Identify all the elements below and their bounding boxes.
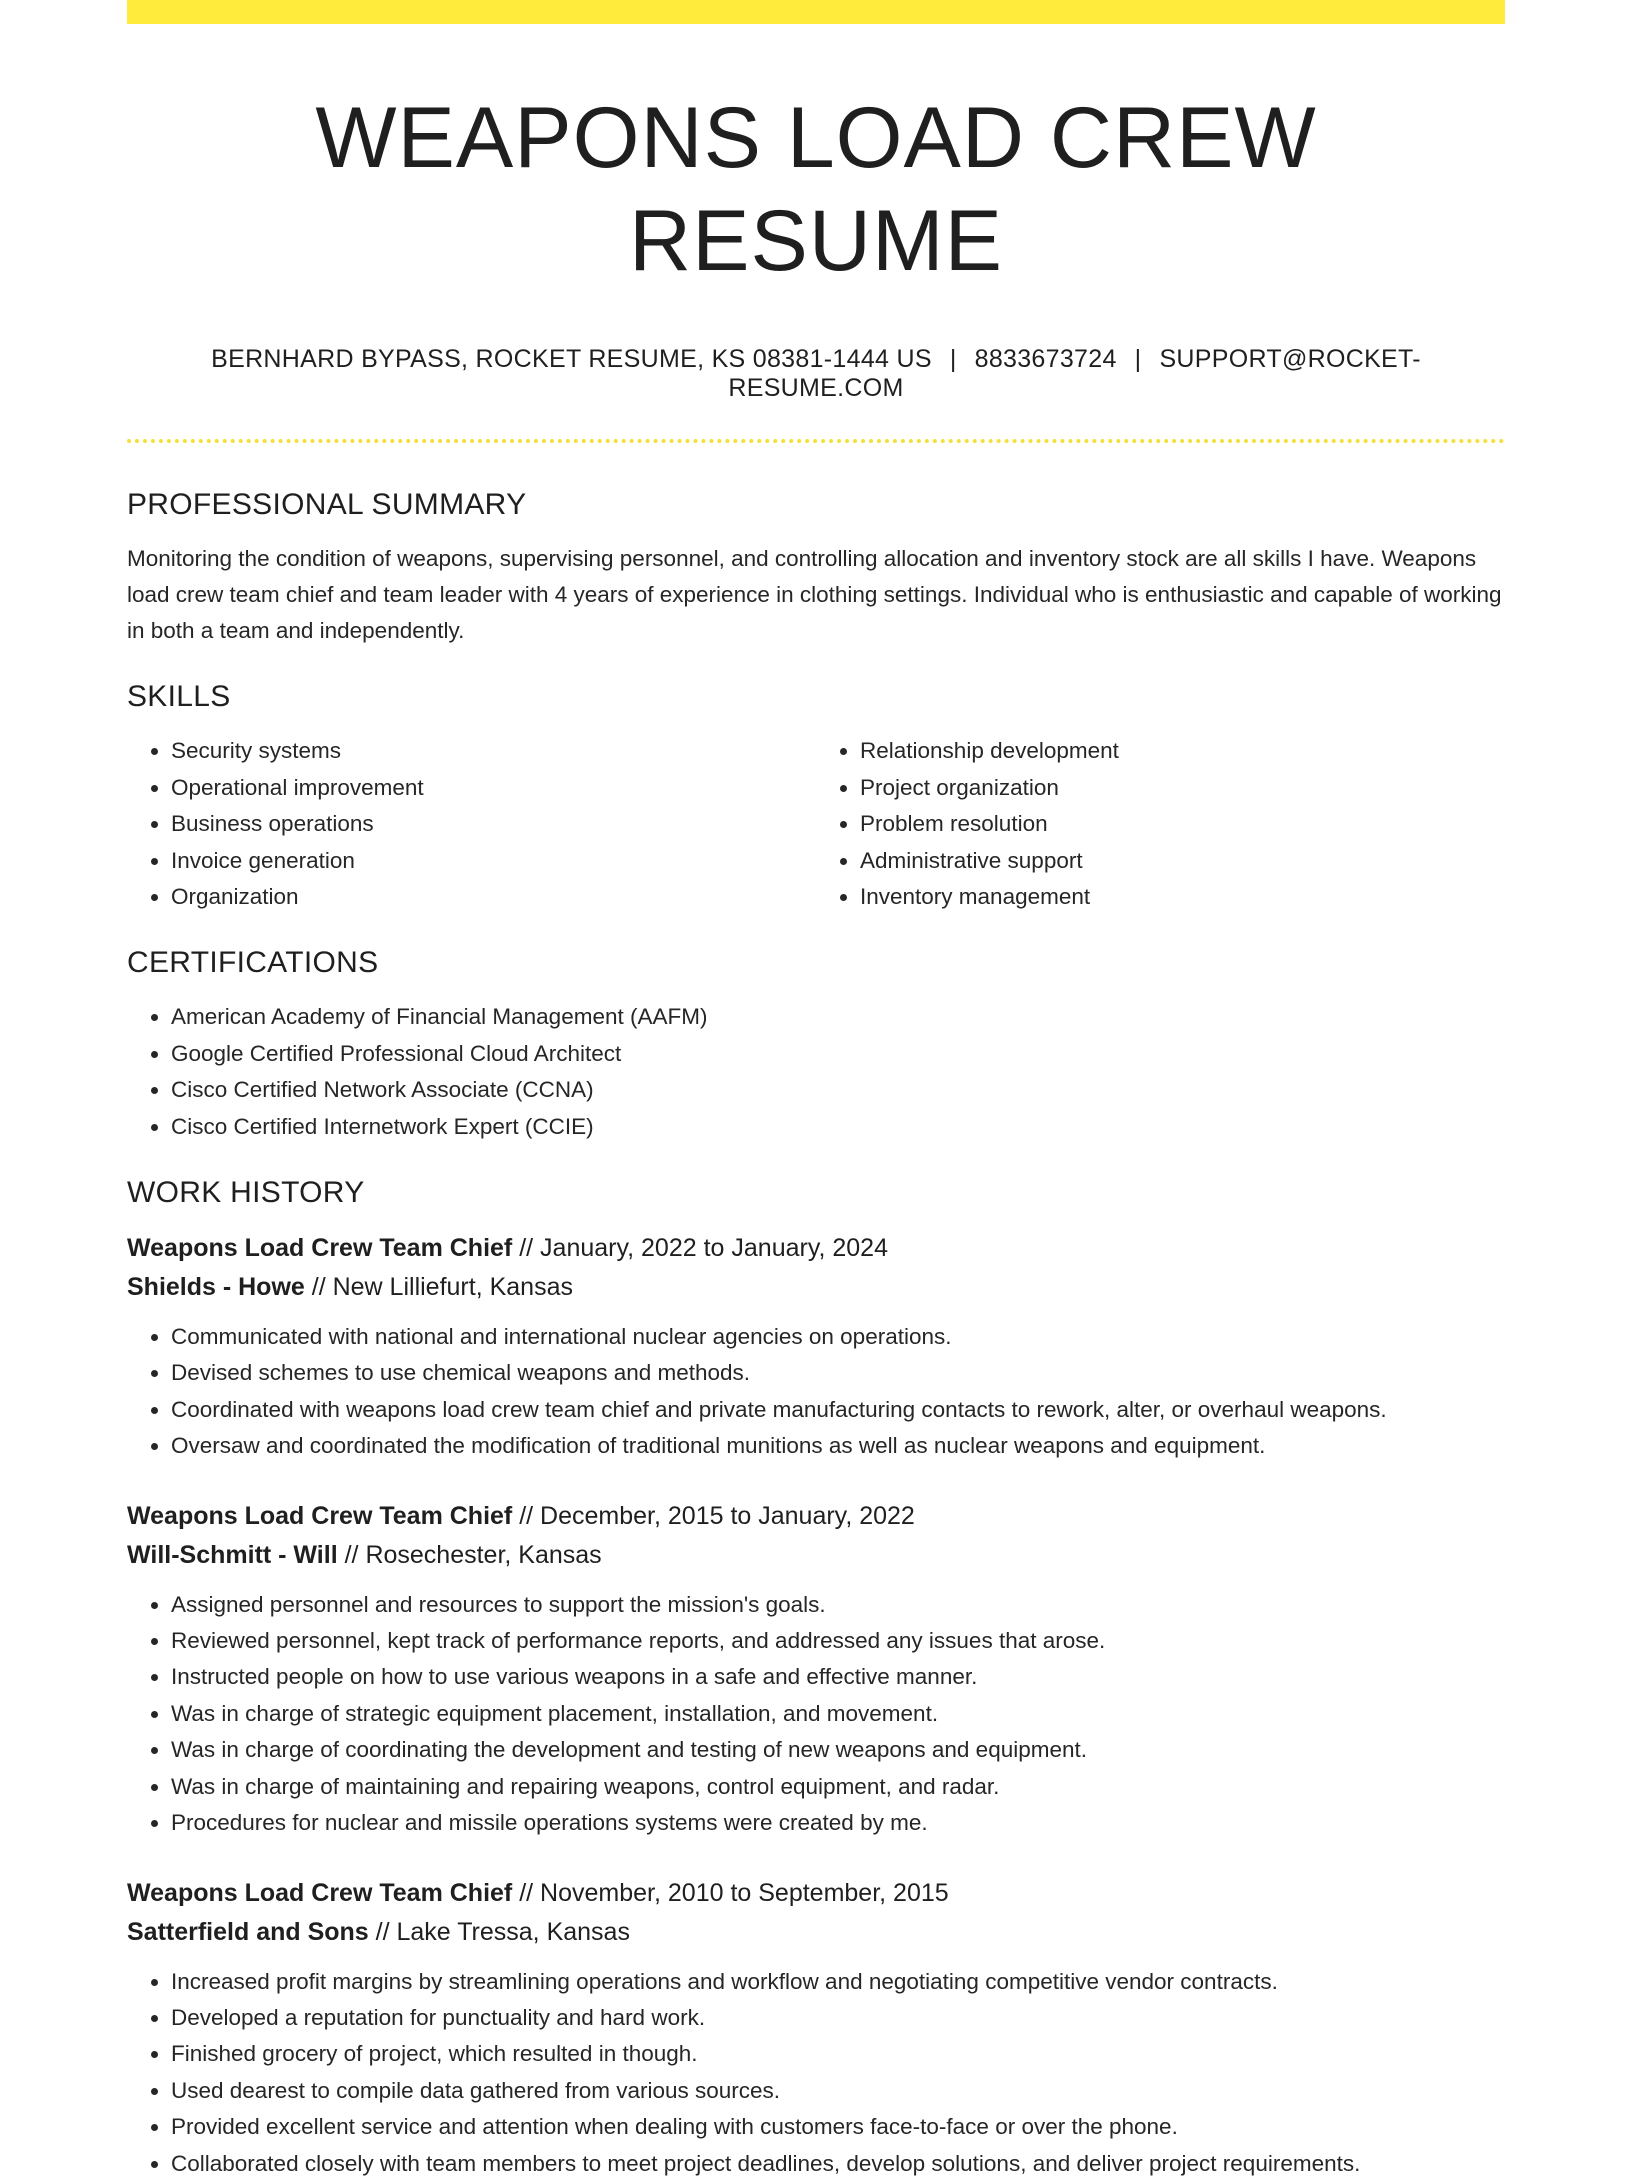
skill-item: • Administrative support — [860, 843, 1505, 879]
skill-item: • Organization — [171, 879, 816, 915]
job-title: Weapons Load Crew Team Chief — [127, 1234, 513, 1263]
job-location: // New Lilliefurt, Kansas — [304, 1273, 573, 1302]
skill-item: • Inventory management — [860, 879, 1505, 915]
job-bullet: • Developed a reputation for punctuality and hard work. — [171, 2000, 1505, 2036]
job-location: // Lake Tressa, Kansas — [368, 1917, 630, 1946]
skills-list — [127, 733, 1505, 915]
skill-item: • Invoice generation — [171, 843, 816, 879]
job-bullets — [127, 1587, 1505, 1842]
skills-heading: SKILLS — [127, 680, 231, 714]
resume-title: WEAPONS LOAD CREW RESUME — [315, 90, 1317, 290]
job-bullet: • Instructed people on how to use various weapons in a safe and effective manner. — [171, 1659, 1505, 1695]
contact-phone: 8833673724 — [974, 345, 1117, 374]
job-bullet: • Finished grocery of project, which resulted in though. — [171, 2036, 1505, 2072]
summary-text: Monitoring the condition of weapons, supervising personnel, and controlling allocation and inventory stock are all skills I have. Weapons load crew team chief and team leader with 4 years of experience in clothing settings. Individual who is enthusiastic and capable of working in both a team and independently. — [127, 546, 1502, 644]
job-title-line — [127, 1229, 1505, 1268]
job-bullets — [127, 1964, 1505, 2182]
job-company-line — [127, 1913, 1505, 1952]
job-title-line — [127, 1874, 1505, 1913]
job-bullet: • Was in charge of coordinating the development and testing of new weapons and equipment. — [171, 1732, 1505, 1768]
job-title: Weapons Load Crew Team Chief — [127, 1501, 513, 1530]
job-entry — [127, 1497, 1505, 1842]
contact-email: SUPPORT@ROCKET-RESUME.COM — [728, 345, 1421, 403]
job-bullet: • Used dearest to compile data gathered from various sources. — [171, 2073, 1505, 2109]
summary-heading: PROFESSIONAL SUMMARY — [127, 488, 527, 522]
job-dates: // December, 2015 to January, 2022 — [512, 1501, 915, 1530]
job-bullet: • Increased profit margins by streamlining operations and workflow and negotiating competitive vendor contracts. — [171, 1964, 1505, 2000]
skill-item: • Problem resolution — [860, 806, 1505, 842]
job-company-line — [127, 1268, 1505, 1307]
skill-item: • Operational improvement — [171, 770, 816, 806]
work-history-heading: WORK HISTORY — [127, 1176, 365, 1210]
job-bullet: • Procedures for nuclear and missile operations systems were created by me. — [171, 1805, 1505, 1841]
certification-item: • Google Certified Professional Cloud Architect — [171, 1036, 1505, 1072]
skills-column-left — [127, 733, 816, 915]
job-bullet: • Oversaw and coordinated the modification of traditional munitions as well as nuclear weapons and equipment. — [171, 1428, 1505, 1464]
job-dates: // November, 2010 to September, 2015 — [512, 1878, 949, 1907]
resume-page — [127, 0, 1505, 2182]
job-entry — [127, 1229, 1505, 1465]
job-company-line — [127, 1536, 1505, 1575]
certification-item: • Cisco Certified Network Associate (CCNA) — [171, 1072, 1505, 1108]
certification-item: • American Academy of Financial Management (AAFM) — [171, 999, 1505, 1035]
header-divider — [127, 439, 1505, 443]
job-bullet: • Collaborated closely with team members to meet project deadlines, develop solutions, and deliver project requirements. — [171, 2146, 1505, 2182]
skill-item: • Project organization — [860, 770, 1505, 806]
skill-item: • Security systems — [171, 733, 816, 769]
job-company: Shields - Howe — [127, 1273, 305, 1302]
contact-separator: | — [1134, 345, 1142, 374]
job-company: Satterfield and Sons — [127, 1917, 369, 1946]
job-bullets — [127, 1319, 1505, 1465]
certifications-heading: CERTIFICATIONS — [127, 946, 379, 980]
contact-address: BERNHARD BYPASS, ROCKET RESUME, KS 08381-1444 US — [211, 345, 932, 374]
skills-column-right — [816, 733, 1505, 915]
job-location: // Rosechester, Kansas — [337, 1540, 602, 1569]
contact-line — [127, 345, 1505, 403]
job-bullet: • Assigned personnel and resources to support the mission's goals. — [171, 1587, 1505, 1623]
job-bullet: • Communicated with national and international nuclear agencies on operations. — [171, 1319, 1505, 1355]
job-company: Will-Schmitt - Will — [127, 1540, 338, 1569]
top-accent-bar — [127, 0, 1505, 24]
job-bullet: • Was in charge of maintaining and repairing weapons, control equipment, and radar. — [171, 1769, 1505, 1805]
job-bullet: • Provided excellent service and attention when dealing with customers face-to-face or over the phone. — [171, 2109, 1505, 2145]
job-bullet: • Was in charge of strategic equipment placement, installation, and movement. — [171, 1696, 1505, 1732]
certification-item: • Cisco Certified Internetwork Expert (CCIE) — [171, 1109, 1505, 1145]
contact-separator: | — [949, 345, 957, 374]
certifications-list — [127, 999, 1505, 1145]
job-dates: // January, 2022 to January, 2024 — [512, 1234, 888, 1263]
job-bullet: • Devised schemes to use chemical weapons and methods. — [171, 1355, 1505, 1391]
job-entry — [127, 1874, 1505, 2182]
job-title: Weapons Load Crew Team Chief — [127, 1878, 513, 1907]
job-bullet: • Reviewed personnel, kept track of performance reports, and addressed any issues that arose. — [171, 1623, 1505, 1659]
job-bullet: • Coordinated with weapons load crew team chief and private manufacturing contacts to rework, alter, or overhaul weapons. — [171, 1392, 1505, 1428]
skill-item: • Relationship development — [860, 733, 1505, 769]
job-title-line — [127, 1497, 1505, 1536]
skill-item: • Business operations — [171, 806, 816, 842]
